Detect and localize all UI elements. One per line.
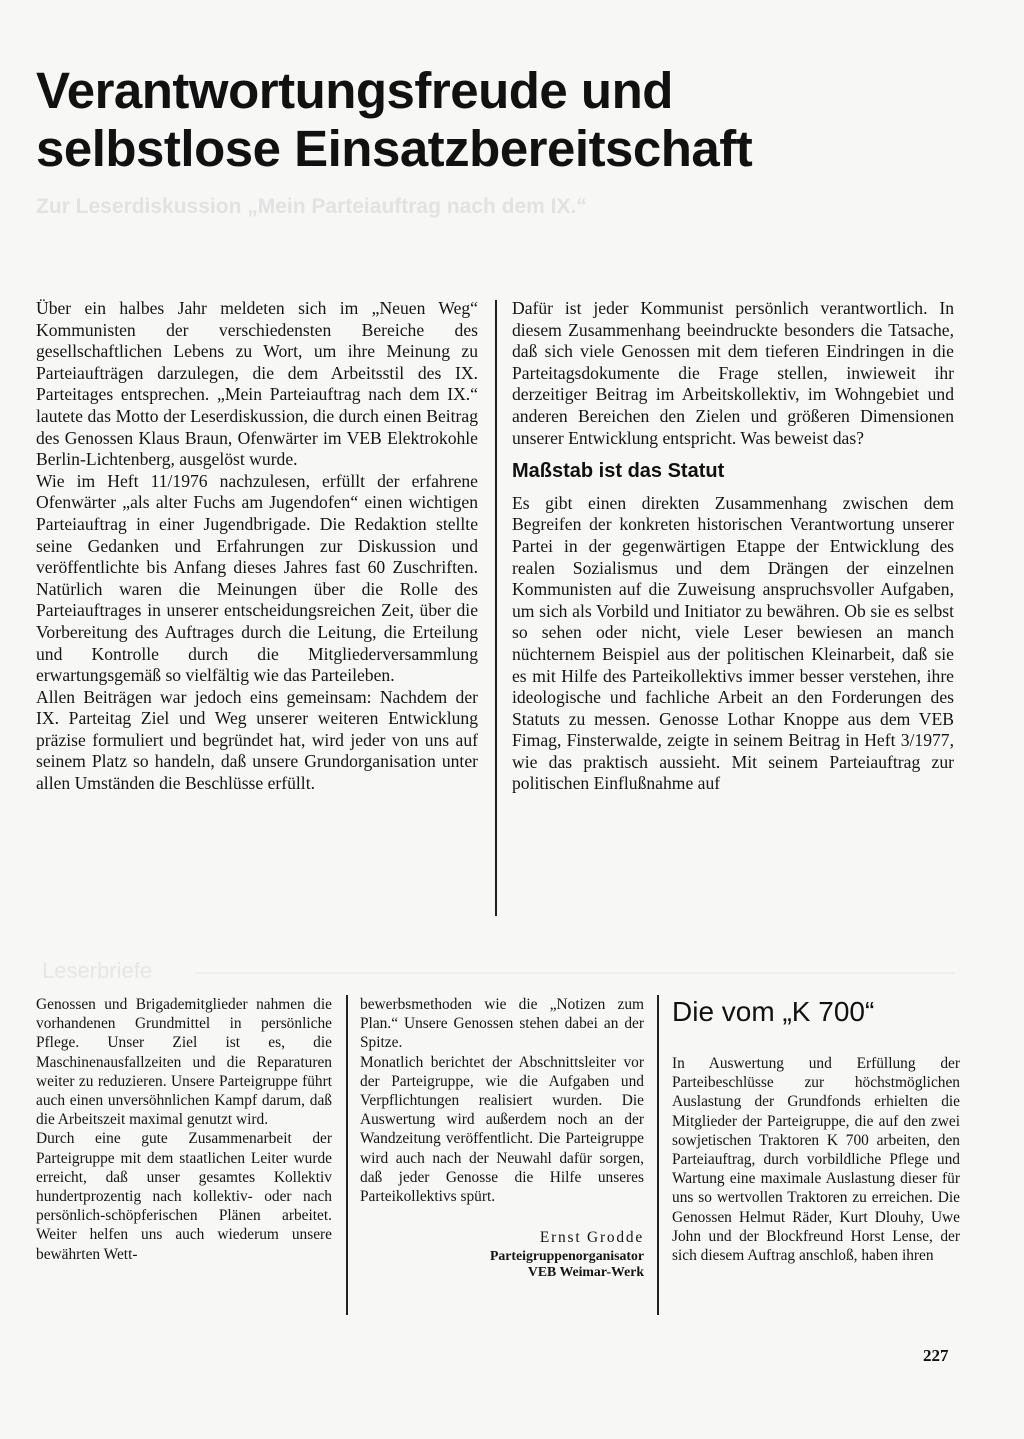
- article-column-2: [512, 298, 954, 795]
- signature-organization: VEB Weimar-Werk: [527, 1264, 644, 1280]
- article-column-1: [36, 298, 478, 795]
- section-divider: [195, 972, 955, 974]
- section-heading: Maßstab ist das Statut: [512, 460, 725, 483]
- letters-section-label: Leserbriefe: [42, 958, 153, 983]
- letter-column-2: [360, 995, 644, 1280]
- article-paragraph: Wie im Heft 11/1976 nachzulesen, erfüllt der erfahrene Ofenwärter „als alter Fuchs am Jugendofen“ einen wichtigen Parteiauftrag in einer Jugendbrigade. Die Redaktion stellte seine Gedanken und Erfahrungen zur Diskussion und veröffentlichte bis Anfang dieses Jahres fast 60 Zuschriften. Natürlich waren die Meinungen über die Rolle des Parteiauftrages in unserer entscheidungsreichen Zeit, über die Vorbereitung des Auftrages durch die Leitung, die Erteilung und Kontrolle durch die Mitgliederversammlung erwartungsgemäß so vielfältig wie das Parteileben.: [36, 470, 478, 686]
- letter-column-1: [36, 995, 332, 1264]
- article-paragraph: Allen Beiträgen war jedoch eins gemeinsam: Nachdem der IX. Parteitag Ziel und Weg unserer weiteren Entwicklung präzise formuliert und begründet hat, wird jeder von uns auf seinem Platz so handeln, daß unsere Grundorganisation unter allen Umständen die Beschlüsse erfüllt.: [36, 686, 478, 794]
- column-divider: [657, 995, 659, 1315]
- letter-column-3: [672, 1054, 960, 1265]
- article-paragraph: Über ein halbes Jahr meldeten sich im „Neuen Weg“ Kommunisten der verschiedensten Bereiche des gesellschaftlichen Lebens zu Wort, um ihre Meinung zu Parteiaufträgen darzulegen, die dem Arbeitsstil des IX. Parteitages entsprechen. „Mein Parteiauftrag nach dem IX.“ lautete das Motto der Leserdiskussion, die durch einen Beitrag des Genossen Klaus Braun, Ofenwärter im VEB Elektrokohle Berlin-Lichtenberg, ausgelöst wurde.: [36, 298, 478, 470]
- signature-name: Ernst Grodde: [539, 1229, 644, 1247]
- letter-signature: [360, 1228, 644, 1280]
- letter-paragraph: In Auswertung und Erfüllung der Parteibeschlüsse zur höchstmöglichen Auslastung der Grundfonds erhielten die Mitglieder der Parteigruppe, die auf den zwei sowjetischen Traktoren K 700 arbeiten, den Parteiauftrag, durch vorbildliche Pflege und Wartung eine maximale Auslastung dieser für uns so wertvollen Traktoren zu erreichen. Die Genossen Helmut Räder, Kurt Dlouhy, Uwe John und der Blockfreund Horst Lense, der sich diesem Auftrag anschloß, haben ihren: [672, 1055, 960, 1265]
- signature-role: Parteigruppenorganisator: [489, 1248, 644, 1264]
- letter-title: Die vom „K 700“: [672, 996, 875, 1027]
- article-paragraph: Dafür ist jeder Kommunist persönlich verantwortlich. In diesem Zusammenhang beeindruckte besonders die Tatsache, daß sich viele Genossen mit dem tieferen Eindringen in die Parteitagsdokumente die Frage stellen, inwieweit ihr derzeitiger Beitrag im Arbeitskollektiv, im Wohngebiet und anderen Bereichen den Zielen und größeren Dimensionen unserer Entwicklung entspricht. Was beweist das?: [512, 298, 954, 448]
- letter-paragraph: Monatlich berichtet der Abschnittsleiter vor der Parteigruppe, wie die Aufgaben und Verpflichtungen realisiert wurden. Die Auswertung wird außerdem noch an der Wandzeitung veröffentlicht. Die Parteigruppe wird auch nach der Neuwahl dafür sorgen, daß jeder Genosse die Hilfe unseres Parteikollektivs spürt.: [360, 1053, 644, 1206]
- letter-paragraph: Genossen und Brigademitglieder nahmen die vorhandenen Grundmittel in persönliche Pflege. Unser Ziel ist es, die Maschinenausfallzeiten und die Reparaturen weiter zu reduzieren. Unsere Parteigruppe führt auch einen unversöhnlichen Kampf darum, daß die Arbeitszeit maximal genutzt wird.: [36, 996, 332, 1129]
- page-number: 227: [923, 1346, 949, 1365]
- article-paragraph: Es gibt einen direkten Zusammenhang zwischen dem Begreifen der konkreten historischen Verantwortung unserer Partei in der gegenwärtigen Etappe der Entwicklung des realen Sozialismus und dem Drängen der einzelnen Kommunisten auf die Zuweisung anspruchsvoller Aufgaben, um sich als Vorbild und Initiator zu bewähren. Ob sie es selbst so sehen oder nicht, viele Leser bewiesen an manch nüchternem Beispiel aus der politischen Kleinarbeit, daß sie es mit Hilfe des Parteikollektivs immer besser verstehen, ihre ideologische und fachliche Arbeit an den Forderungen des Statuts zu messen. Genosse Lothar Knoppe aus dem VEB Fimag, Finsterwalde, zeigte in seinem Beitrag in Heft 3/1977, wie das praktisch aussieht. Mit seinem Parteiauftrag zur politischen Einflußnahme auf: [512, 492, 954, 794]
- headline: [36, 62, 936, 178]
- letter-paragraph: bewerbsmethoden wie die „Notizen zum Plan.“ Unsere Genossen stehen dabei an der Spitze.: [360, 996, 644, 1052]
- letter-paragraph: Durch eine gute Zusammenarbeit der Parteigruppe mit dem staatlichen Leiter wurde erreicht, daß unser gesamtes Kollektiv hundertprozentig nach kollektiv- oder nach persönlich-schöpferischen Plänen arbeitet. Weiter helfen uns auch wiederum unsere bewährten Wett-: [36, 1130, 332, 1263]
- column-divider: [495, 300, 497, 916]
- column-divider: [346, 995, 348, 1315]
- headline-line-2: selbstlose Einsatzbereitschaft: [36, 120, 753, 177]
- subheadline: Zur Leserdiskussion „Mein Parteiauftrag nach dem IX.“: [36, 195, 587, 218]
- headline-line-1: Verantwortungsfreude und: [36, 62, 673, 119]
